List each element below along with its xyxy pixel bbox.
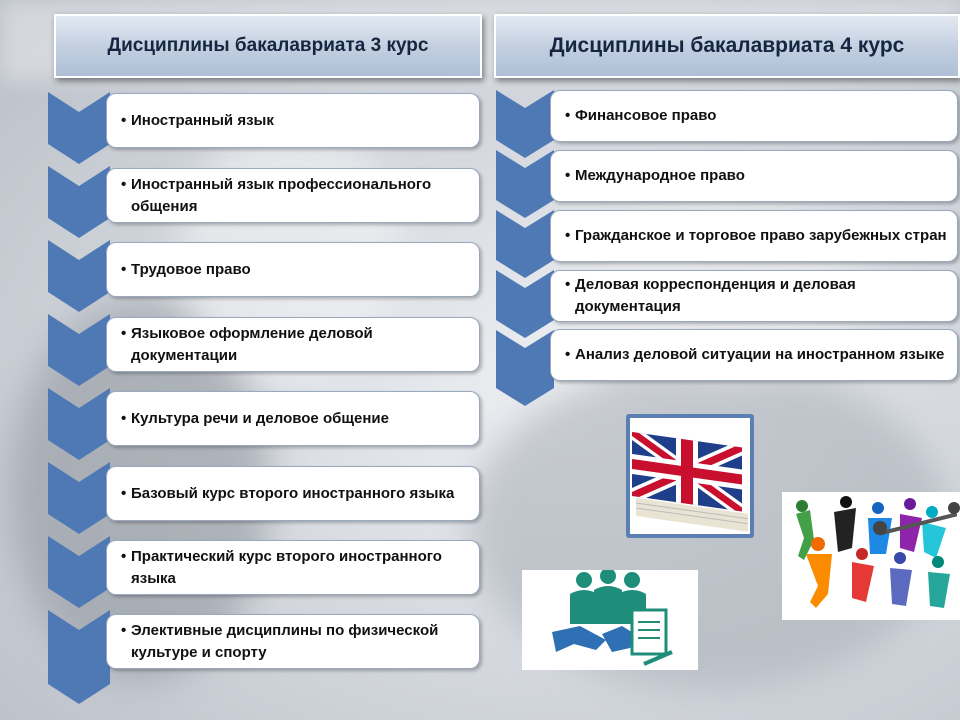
chevron-icon bbox=[48, 462, 110, 534]
course3-item: • Иностранный язык bbox=[106, 93, 480, 148]
course4-item: • Финансовое право bbox=[550, 90, 958, 142]
chevron-icon bbox=[48, 536, 110, 608]
course4-item: • Международное право bbox=[550, 150, 958, 202]
course3-header: Дисциплины бакалавриата 3 курс bbox=[54, 14, 482, 78]
course3-item: • Трудовое право bbox=[106, 242, 480, 297]
chevron-icon bbox=[496, 210, 554, 278]
uk-flag-book-icon bbox=[626, 414, 754, 544]
chevron-icon bbox=[48, 314, 110, 386]
course4-item: • Гражданское и торговое право зарубежных стран bbox=[550, 210, 958, 262]
business-handshake-icon bbox=[522, 570, 698, 670]
chevron-icon bbox=[48, 388, 110, 460]
chevron-icon bbox=[496, 270, 554, 338]
chevron-icon bbox=[496, 330, 554, 408]
course4-header: Дисциплины бакалавриата 4 курс bbox=[494, 14, 960, 78]
course4-item: • Анализ деловой ситуации на иностранном языке bbox=[550, 329, 958, 381]
course4-item: • Деловая корреспонденция и деловая документация bbox=[550, 270, 958, 322]
chevron-icon bbox=[496, 90, 554, 158]
chevron-icon bbox=[496, 150, 554, 218]
sports-figures-icon bbox=[782, 492, 960, 620]
course3-item: • Элективные дисциплины по физической культуре и спорту bbox=[106, 614, 480, 669]
course3-item: • Практический курс второго иностранного языка bbox=[106, 540, 480, 595]
chevron-icon bbox=[48, 166, 110, 238]
course3-item: • Культура речи и деловое общение bbox=[106, 391, 480, 446]
course3-item: • Языковое оформление деловой документации bbox=[106, 317, 480, 372]
chevron-icon bbox=[48, 92, 110, 164]
course3-item: • Иностранный язык профессионального общения bbox=[106, 168, 480, 223]
course3-item: • Базовый курс второго иностранного языка bbox=[106, 466, 480, 521]
chevron-icon bbox=[48, 240, 110, 312]
chevron-icon bbox=[48, 610, 110, 706]
